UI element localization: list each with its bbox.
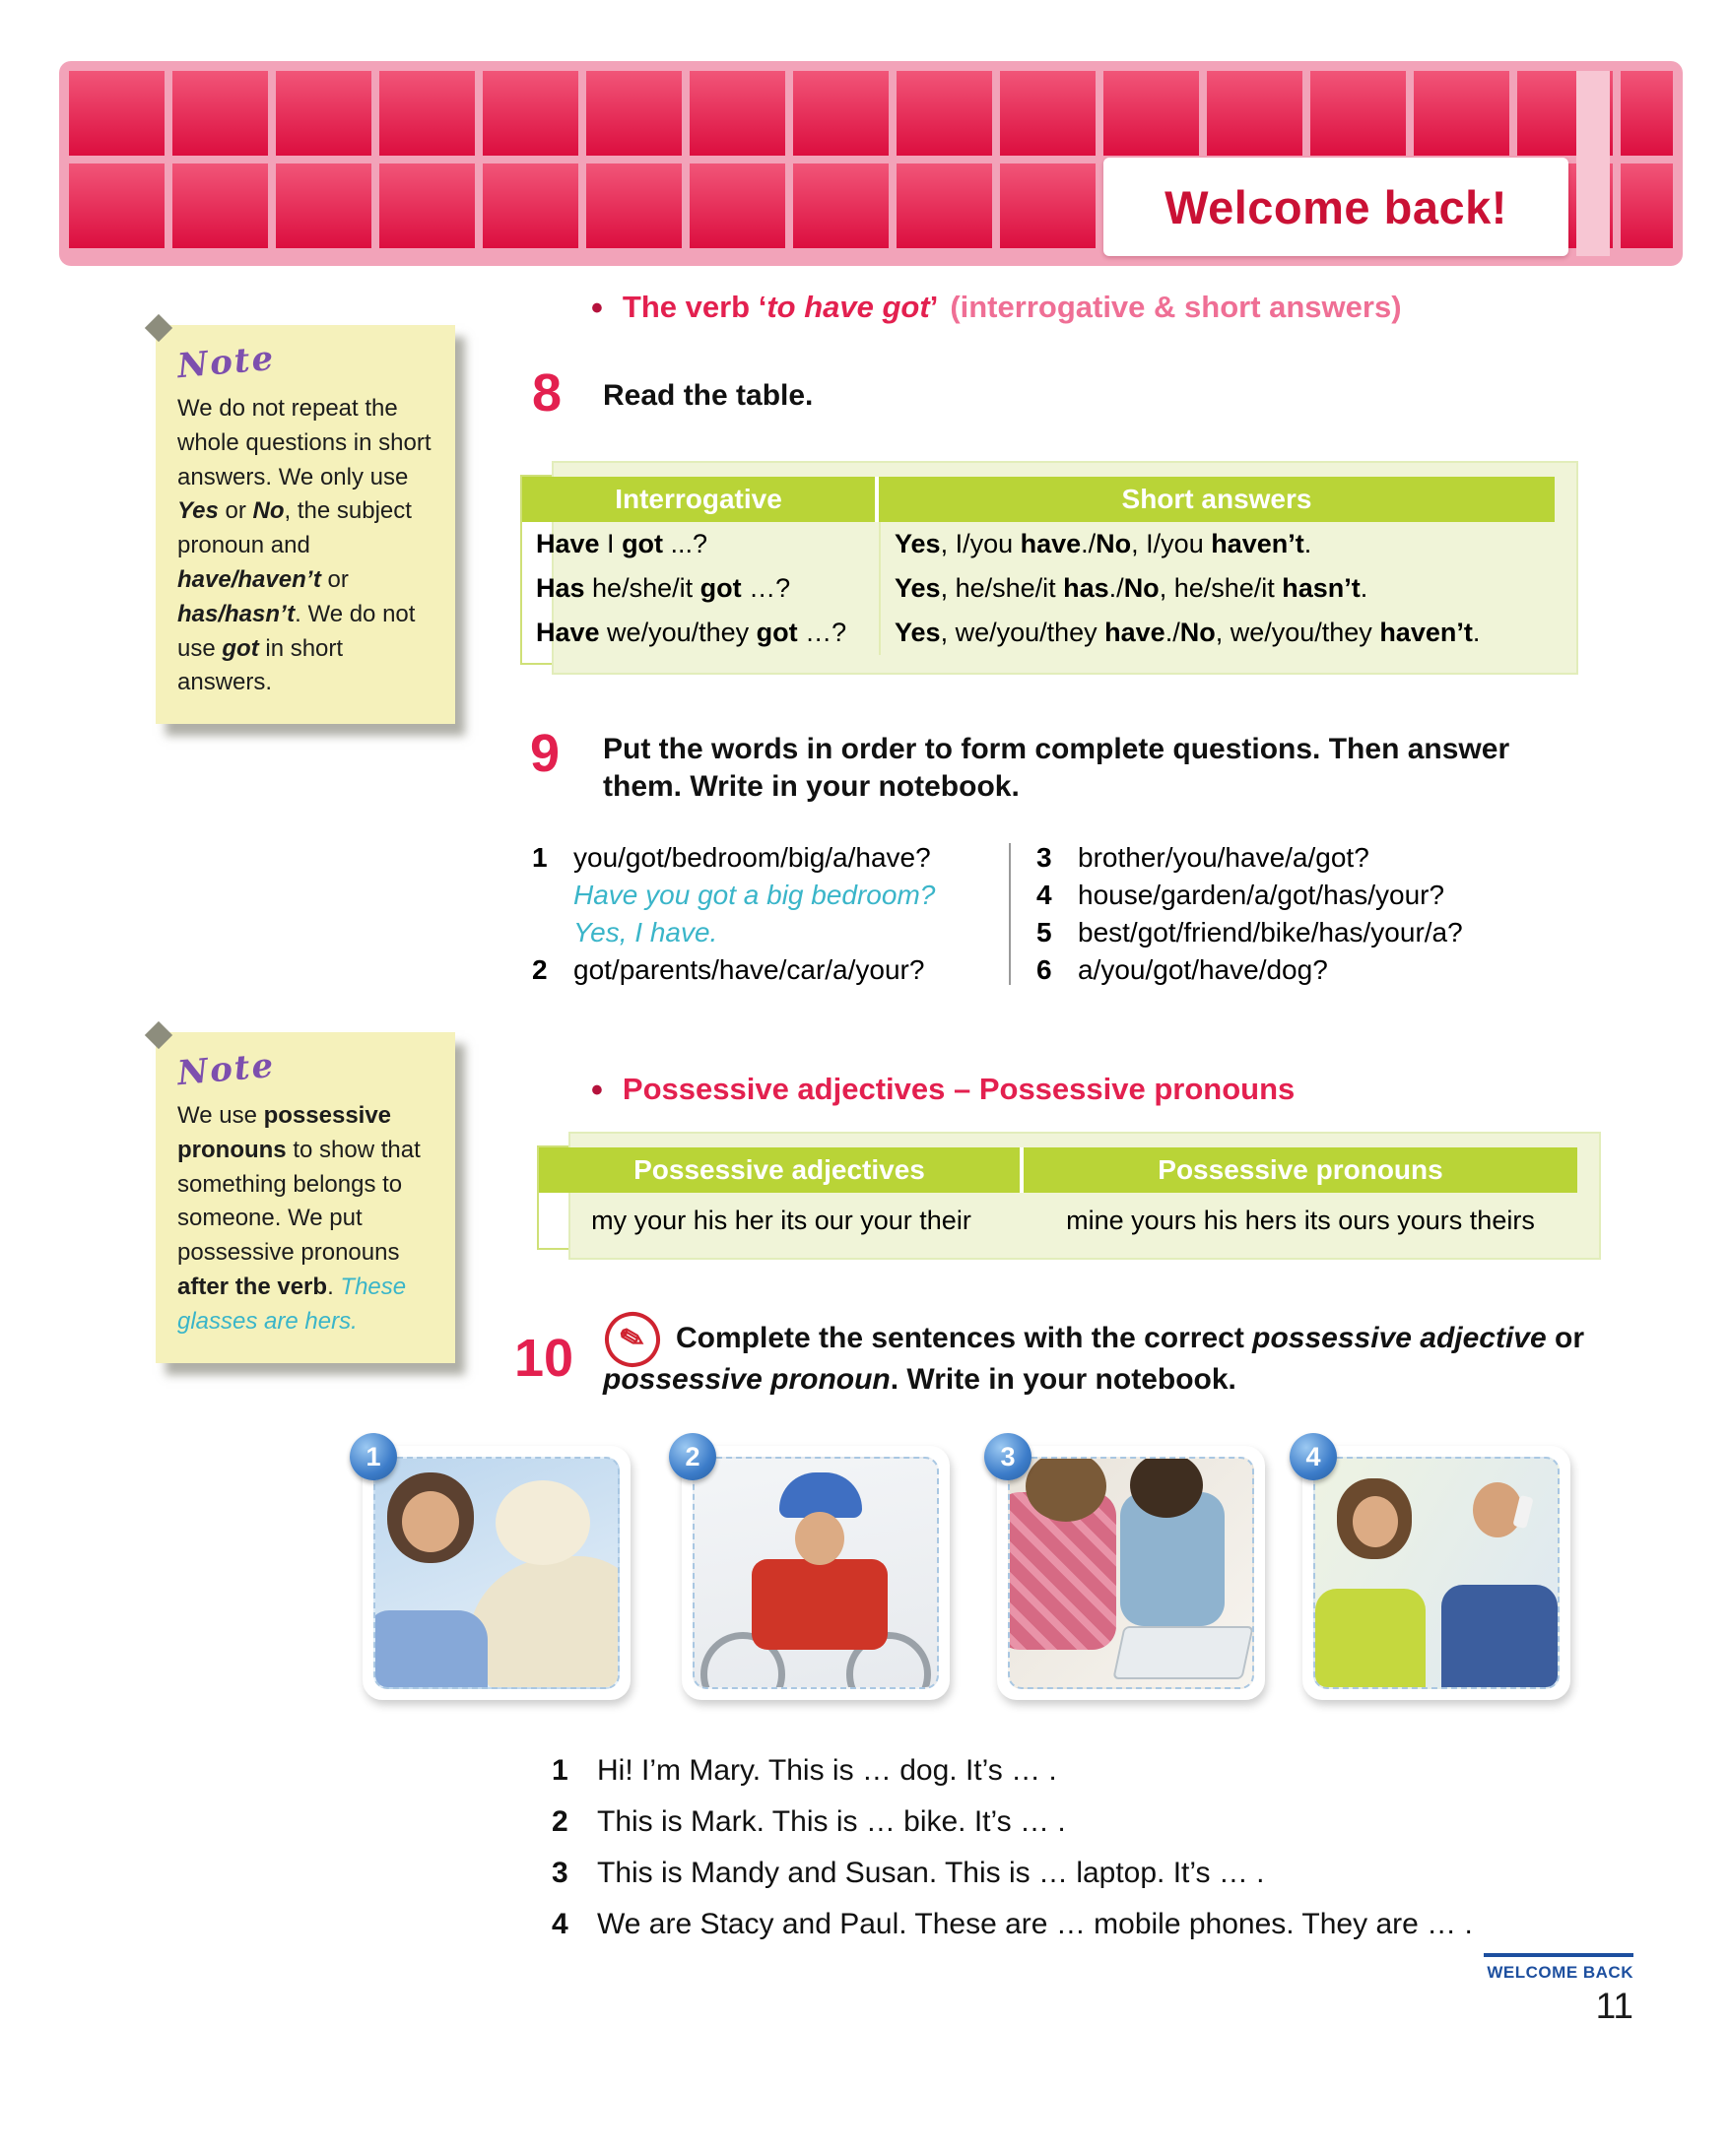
example-answer: Yes, I have.	[573, 917, 718, 947]
photo-2	[682, 1441, 950, 1700]
table-cell-question: Have we/you/they got …?	[536, 618, 847, 647]
table-cell-question: Has he/she/it got …?	[536, 573, 791, 603]
have-got-table	[520, 475, 1557, 665]
photo-art-shape	[373, 1610, 488, 1689]
table-header-possessive-adjectives: Possessive adjectives	[539, 1147, 1020, 1193]
items-column-left	[532, 839, 1003, 989]
photo-image-girl-dog	[373, 1457, 620, 1689]
table-header-row	[539, 1147, 1577, 1193]
unit-title-box	[1103, 158, 1568, 256]
item-number: 1	[532, 842, 548, 873]
list-item	[1036, 914, 1576, 951]
item-text: got/parents/have/car/a/your?	[573, 954, 925, 985]
item-number: 2	[532, 954, 548, 985]
exercise-8-instruction: Read the table.	[603, 379, 814, 412]
header-pale-strip	[1576, 71, 1610, 256]
item-text: house/garden/a/got/has/your?	[1078, 880, 1445, 910]
example-answer: Have you got a big bedroom?	[573, 880, 936, 910]
footer-rule	[1484, 1953, 1633, 1957]
note-title: Note	[175, 1045, 277, 1094]
table-cell-adjectives: my your his her its our your their	[591, 1206, 971, 1235]
sentence-text: This is Mark. This is … bike. It’s … .	[597, 1805, 1066, 1838]
note-box-have-got	[156, 325, 455, 724]
photo-art-shape	[1441, 1585, 1558, 1689]
item-text: you/got/bedroom/big/a/have?	[573, 842, 931, 873]
sentence-text: We are Stacy and Paul. These are … mobile phones. They are … .	[597, 1908, 1473, 1940]
note-body: We use possessive pronouns to show that something belongs to someone. We put possessive pronouns after the verb. These glasses are hers.	[177, 1102, 421, 1335]
photo-art-shape	[795, 1512, 844, 1565]
items-column-right	[1036, 839, 1576, 989]
photo-image-kids-phones	[1313, 1457, 1560, 1689]
item-text: best/got/friend/bike/has/your/a?	[1078, 917, 1463, 947]
possessive-table	[537, 1145, 1579, 1250]
photo-image-girls-laptop	[1008, 1457, 1254, 1689]
exercise-8-number: 8	[532, 363, 563, 423]
list-item	[1036, 877, 1576, 914]
note-body: We do not repeat the whole questions in short answers. We only use Yes or No, the subject pronoun and have/haven’t or has/hasn’t. We do not use got in short answers.	[177, 395, 432, 696]
section-subtitle: (interrogative & short answers)	[950, 290, 1402, 324]
bullet-icon: •	[591, 1072, 603, 1109]
sentence-item	[552, 1899, 1473, 1950]
sentence-item	[552, 1797, 1473, 1848]
page-title: Welcome back!	[1164, 180, 1507, 233]
sentence-text: This is Mandy and Susan. This is … laptop. It’s … .	[597, 1857, 1265, 1889]
item-number: 5	[1036, 917, 1052, 947]
photo-number-badge: 2	[669, 1433, 716, 1480]
sentence-number: 4	[552, 1908, 568, 1940]
photo-image-boy-bike	[693, 1457, 939, 1689]
table-header-short-answers: Short answers	[879, 477, 1555, 522]
instruction-text: Complete the sentences with the correct possessive adjective or possessive pronoun. Write in your notebook.	[603, 1322, 1585, 1396]
footer-unit-label: WELCOME BACK	[1487, 1963, 1633, 1982]
bullet-icon: •	[591, 290, 603, 327]
exercise-10-instruction	[603, 1318, 1588, 1401]
photo-art-shape	[402, 1491, 459, 1552]
item-number: 3	[1036, 842, 1052, 873]
header-band	[59, 61, 1683, 266]
photo-3	[997, 1441, 1265, 1700]
sentence-text: Hi! I’m Mary. This is … dog. It’s … .	[597, 1754, 1057, 1787]
item-text: brother/you/have/a/got?	[1078, 842, 1369, 873]
item-number: 6	[1036, 954, 1052, 985]
section-title: Possessive adjectives – Possessive pronouns	[622, 1072, 1296, 1106]
sentence-item	[552, 1745, 1473, 1797]
section-heading-have-got	[591, 290, 1402, 328]
table-row	[522, 522, 1555, 566]
exercise-10-number: 10	[514, 1329, 574, 1388]
photo-number-badge: 1	[350, 1433, 397, 1480]
table-row	[522, 566, 1555, 611]
photo-art-shape	[1315, 1589, 1426, 1689]
table-row	[539, 1193, 1577, 1248]
photo-art-shape	[496, 1480, 590, 1565]
table-header-possessive-pronouns: Possessive pronouns	[1024, 1147, 1577, 1193]
table-cell-question: Have I got ...?	[536, 529, 708, 558]
table-cell-pronouns: mine yours his hers its ours yours theirs	[1066, 1206, 1535, 1235]
list-item	[532, 951, 1003, 989]
photo-number-badge: 4	[1290, 1433, 1337, 1480]
sentence-number: 3	[552, 1857, 568, 1889]
photo-number-badge: 3	[984, 1433, 1031, 1480]
photo-art-shape	[469, 1556, 620, 1689]
exercise-9-items	[532, 839, 1576, 989]
photo-4	[1302, 1441, 1570, 1700]
photo-art-shape	[1353, 1496, 1398, 1547]
list-item	[1036, 951, 1576, 989]
section-heading-possessive	[591, 1072, 1295, 1110]
photo-1	[363, 1441, 631, 1700]
table-header-interrogative: Interrogative	[522, 477, 875, 522]
item-number: 4	[1036, 880, 1052, 910]
table-header-row	[522, 477, 1555, 522]
exercise-10-sentences	[552, 1745, 1473, 1950]
note-box-possessive	[156, 1032, 455, 1363]
photo-art-shape	[752, 1559, 888, 1650]
sentence-number: 2	[552, 1805, 568, 1838]
write-icon: ✎	[599, 1306, 667, 1374]
table-row	[522, 611, 1555, 655]
table-cell-answer: Yes, we/you/they have./No, we/you/they haven’t.	[879, 611, 1555, 655]
exercise-9-instruction: Put the words in order to form complete questions. Then answer them. Write in your notebook.	[603, 733, 1510, 803]
exercise-9-number: 9	[530, 724, 561, 783]
photo-art-shape	[1112, 1626, 1253, 1679]
section-title: The verb ‘to have got’	[622, 290, 939, 324]
table-cell-answer: Yes, I/you have./No, I/you haven’t.	[879, 522, 1555, 566]
column-divider	[1009, 843, 1011, 985]
table-cell-answer: Yes, he/she/it has./No, he/she/it hasn’t.	[879, 566, 1555, 611]
sentence-item	[552, 1848, 1473, 1899]
list-item	[532, 839, 1003, 877]
photo-art-shape	[1473, 1482, 1522, 1537]
note-title: Note	[175, 338, 277, 387]
sentence-number: 1	[552, 1754, 568, 1787]
page-number: 11	[1595, 1986, 1633, 2026]
item-text: a/you/got/have/dog?	[1078, 954, 1328, 985]
list-item	[1036, 839, 1576, 877]
